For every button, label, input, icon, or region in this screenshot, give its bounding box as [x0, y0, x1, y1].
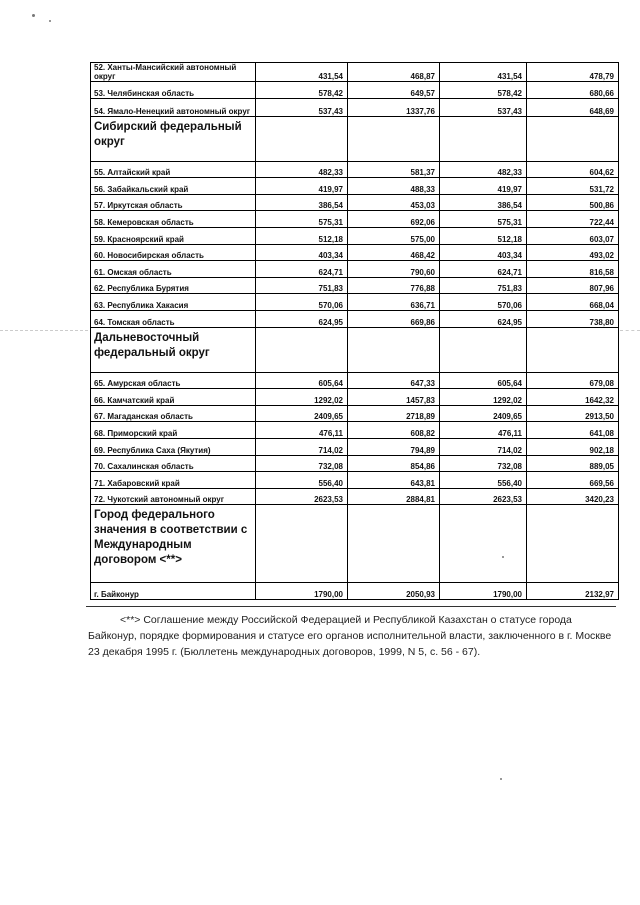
value-cell-2: 2050,93: [348, 583, 440, 600]
value-cell-4: 668,04: [527, 294, 619, 311]
value-cell-2: [348, 116, 440, 161]
value-cell-2: 794,89: [348, 438, 440, 455]
value-cell-2: 575,00: [348, 227, 440, 244]
value-cell-3: 2623,53: [440, 488, 527, 505]
region-name: 59. Красноярский край: [91, 227, 256, 244]
value-cell-2: 669,86: [348, 310, 440, 327]
value-cell-3: [440, 327, 527, 372]
value-cell-1: 624,95: [256, 310, 348, 327]
table-row: [91, 82, 619, 99]
section-row: [91, 505, 619, 583]
value-cell-4: 679,08: [527, 372, 619, 389]
value-cell-4: [527, 116, 619, 161]
region-name: 57. Иркутская область: [91, 194, 256, 211]
region-name: 66. Камчатский край: [91, 389, 256, 406]
region-name: 71. Хабаровский край: [91, 472, 256, 489]
value-cell-3: 751,83: [440, 277, 527, 294]
section-title: Город федерального значения в соответствии с Международным договором <**>: [91, 505, 256, 583]
value-cell-3: 624,71: [440, 261, 527, 278]
value-cell-1: 431,54: [256, 63, 348, 82]
value-cell-1: 419,97: [256, 178, 348, 195]
value-cell-3: 570,06: [440, 294, 527, 311]
value-cell-2: 581,37: [348, 161, 440, 178]
value-cell-2: 854,86: [348, 455, 440, 472]
value-cell-4: 1642,32: [527, 389, 619, 406]
value-cell-1: [256, 505, 348, 583]
region-name: 56. Забайкальский край: [91, 178, 256, 195]
region-name: 64. Томская область: [91, 310, 256, 327]
region-name: 61. Омская область: [91, 261, 256, 278]
value-cell-3: [440, 116, 527, 161]
value-cell-4: 816,58: [527, 261, 619, 278]
value-cell-2: 453,03: [348, 194, 440, 211]
value-cell-1: 403,34: [256, 244, 348, 261]
value-cell-4: 641,08: [527, 422, 619, 439]
value-cell-2: 776,88: [348, 277, 440, 294]
value-cell-1: 482,33: [256, 161, 348, 178]
section-row: [91, 327, 619, 372]
value-cell-3: 386,54: [440, 194, 527, 211]
value-cell-2: 2884,81: [348, 488, 440, 505]
value-cell-1: 1292,02: [256, 389, 348, 406]
value-cell-4: 2132,97: [527, 583, 619, 600]
value-cell-3: 482,33: [440, 161, 527, 178]
value-cell-4: 807,96: [527, 277, 619, 294]
value-cell-4: 500,86: [527, 194, 619, 211]
value-cell-3: 1292,02: [440, 389, 527, 406]
value-cell-2: 468,87: [348, 63, 440, 82]
value-cell-4: 738,80: [527, 310, 619, 327]
value-cell-4: 3420,23: [527, 488, 619, 505]
value-cell-3: 537,43: [440, 98, 527, 116]
value-cell-2: [348, 327, 440, 372]
value-cell-4: 722,44: [527, 211, 619, 228]
value-cell-1: 1790,00: [256, 583, 348, 600]
value-cell-2: 649,57: [348, 82, 440, 99]
value-cell-3: 512,18: [440, 227, 527, 244]
value-cell-3: 605,64: [440, 372, 527, 389]
value-cell-1: 714,02: [256, 438, 348, 455]
value-cell-3: 732,08: [440, 455, 527, 472]
value-cell-4: 902,18: [527, 438, 619, 455]
value-cell-1: 386,54: [256, 194, 348, 211]
value-cell-4: 2913,50: [527, 405, 619, 422]
table-row: [91, 372, 619, 389]
table-row: [91, 294, 619, 311]
scan-artifact-line: [620, 330, 640, 331]
value-cell-2: 1337,76: [348, 98, 440, 116]
table-row: [91, 455, 619, 472]
table-row: [91, 310, 619, 327]
value-cell-2: 2718,89: [348, 405, 440, 422]
value-cell-4: 603,07: [527, 227, 619, 244]
table-row: [91, 211, 619, 228]
table-row: [91, 194, 619, 211]
value-cell-1: 2409,65: [256, 405, 348, 422]
value-cell-3: 578,42: [440, 82, 527, 99]
value-cell-4: 531,72: [527, 178, 619, 195]
section-title: Сибирский федеральный округ: [91, 116, 256, 161]
value-cell-1: 575,31: [256, 211, 348, 228]
value-cell-3: 403,34: [440, 244, 527, 261]
region-name: 60. Новосибирская область: [91, 244, 256, 261]
scan-speck: [502, 556, 504, 558]
value-cell-2: 692,06: [348, 211, 440, 228]
scan-artifact-line: [0, 330, 88, 331]
value-cell-3: 431,54: [440, 63, 527, 82]
value-cell-3: 624,95: [440, 310, 527, 327]
section-title: Дальневосточный федеральный округ: [91, 327, 256, 372]
region-name: 58. Кемеровская область: [91, 211, 256, 228]
value-cell-1: 605,64: [256, 372, 348, 389]
section-row: [91, 116, 619, 161]
table-row: [91, 161, 619, 178]
value-cell-1: [256, 116, 348, 161]
table-row: [91, 472, 619, 489]
value-cell-3: 556,40: [440, 472, 527, 489]
value-cell-2: 468,42: [348, 244, 440, 261]
value-cell-1: 476,11: [256, 422, 348, 439]
value-cell-1: 751,83: [256, 277, 348, 294]
value-cell-2: 643,81: [348, 472, 440, 489]
region-name: 67. Магаданская область: [91, 405, 256, 422]
table-row: [91, 98, 619, 116]
region-name: 52. Ханты-Мансийский автономный округ: [91, 63, 256, 82]
table-row: [91, 405, 619, 422]
value-cell-3: 2409,65: [440, 405, 527, 422]
value-cell-3: 419,97: [440, 178, 527, 195]
value-cell-3: 1790,00: [440, 583, 527, 600]
value-cell-2: 488,33: [348, 178, 440, 195]
value-cell-3: 714,02: [440, 438, 527, 455]
scan-speck: [500, 778, 502, 780]
footnote-text: <**> Соглашение между Российской Федерацией и Республикой Казахстан о статусе города Байконур, порядке формирования и статусе его органов исполнительной власти, заключенного в г. Москве 23 декабря 1995 г. (Бюллетень международных договоров, 1999, N 5, с. 56 - 67).: [88, 614, 612, 658]
value-cell-4: 493,02: [527, 244, 619, 261]
region-name: 69. Республика Саха (Якутия): [91, 438, 256, 455]
value-cell-1: 512,18: [256, 227, 348, 244]
value-cell-1: 537,43: [256, 98, 348, 116]
value-cell-1: 556,40: [256, 472, 348, 489]
region-name: 54. Ямало-Ненецкий автономный округ: [91, 98, 256, 116]
value-cell-1: 2623,53: [256, 488, 348, 505]
table-row: [91, 244, 619, 261]
value-cell-1: 624,71: [256, 261, 348, 278]
scan-speck: [49, 20, 51, 22]
value-cell-2: 1457,83: [348, 389, 440, 406]
table-row: [91, 178, 619, 195]
region-name: г. Байконур: [91, 583, 256, 600]
value-cell-3: [440, 505, 527, 583]
value-cell-4: 604,62: [527, 161, 619, 178]
value-cell-4: 680,66: [527, 82, 619, 99]
value-cell-1: 570,06: [256, 294, 348, 311]
value-cell-1: 732,08: [256, 455, 348, 472]
value-cell-1: [256, 327, 348, 372]
value-cell-4: 648,69: [527, 98, 619, 116]
region-name: 68. Приморский край: [91, 422, 256, 439]
region-name: 63. Республика Хакасия: [91, 294, 256, 311]
value-cell-3: 476,11: [440, 422, 527, 439]
value-cell-4: 478,79: [527, 63, 619, 82]
table-row: [91, 488, 619, 505]
region-name: 70. Сахалинская область: [91, 455, 256, 472]
table-row: [91, 438, 619, 455]
value-cell-4: 889,05: [527, 455, 619, 472]
value-cell-2: 790,60: [348, 261, 440, 278]
value-cell-2: 608,82: [348, 422, 440, 439]
region-name: 65. Амурская область: [91, 372, 256, 389]
table-row: [91, 422, 619, 439]
scan-speck: [32, 14, 35, 17]
footnote-divider: [86, 606, 616, 607]
region-name: 55. Алтайский край: [91, 161, 256, 178]
regional-values-table: [90, 62, 619, 600]
value-cell-1: 578,42: [256, 82, 348, 99]
table-row: [91, 583, 619, 600]
value-cell-4: [527, 505, 619, 583]
table-row: [91, 261, 619, 278]
region-name: 53. Челябинская область: [91, 82, 256, 99]
region-name: 62. Республика Бурятия: [91, 277, 256, 294]
value-cell-2: [348, 505, 440, 583]
value-cell-4: [527, 327, 619, 372]
table-row: [91, 277, 619, 294]
value-cell-2: 636,71: [348, 294, 440, 311]
table-row: [91, 389, 619, 406]
region-name: 72. Чукотский автономный округ: [91, 488, 256, 505]
value-cell-3: 575,31: [440, 211, 527, 228]
value-cell-2: 647,33: [348, 372, 440, 389]
value-cell-4: 669,56: [527, 472, 619, 489]
table-row: [91, 227, 619, 244]
table-row: [91, 63, 619, 82]
